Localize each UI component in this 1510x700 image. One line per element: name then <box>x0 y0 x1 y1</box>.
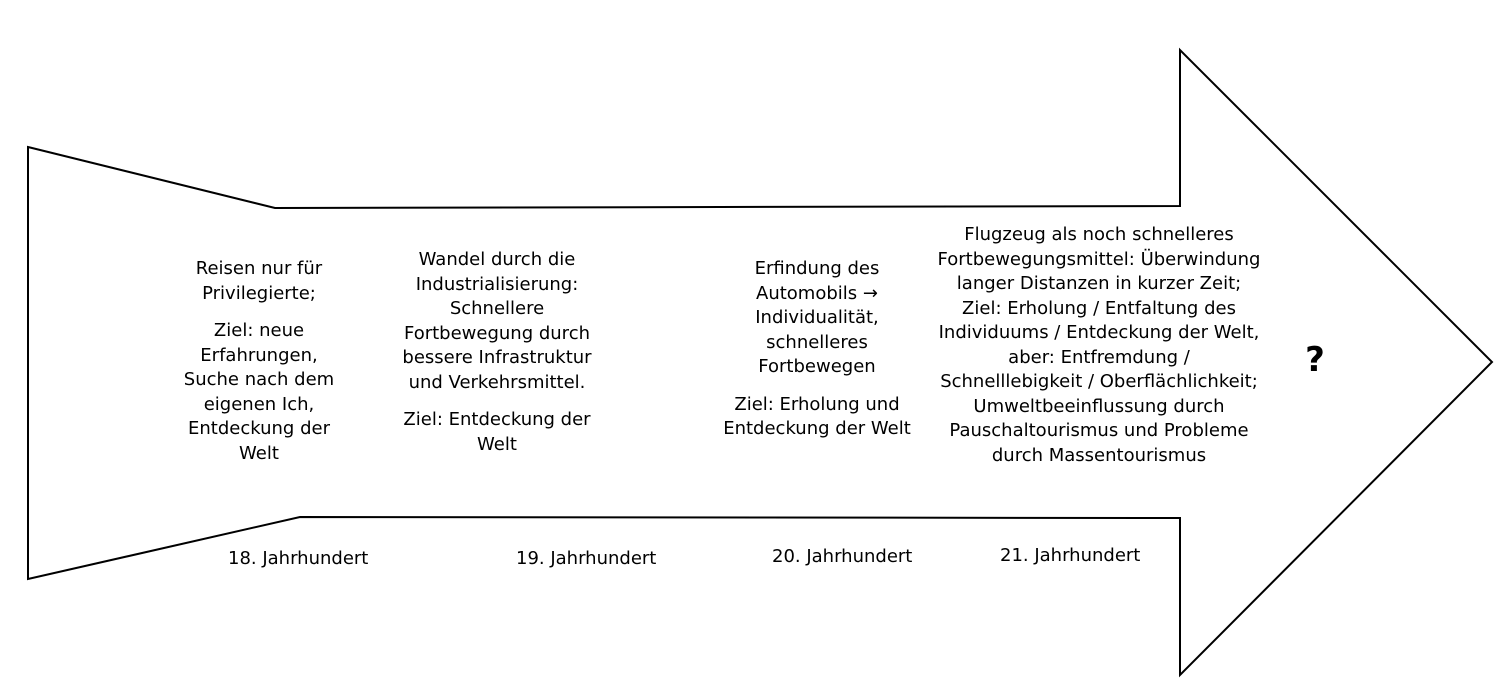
century-label-20: 20. Jahrhundert <box>772 546 913 567</box>
stage-20th-century-text <box>712 257 922 442</box>
stage-18th-century-text <box>170 257 348 466</box>
stage-18-paragraph-1: Reisen nur für Privilegierte; <box>195 258 323 304</box>
future-question-mark: ? <box>1305 340 1325 380</box>
century-label-18: 18. Jahrhundert <box>228 548 369 569</box>
stage-21-paragraph-1: Flugzeug als noch schnelleres Fortbewegungsmittel: Überwindung langer Distanzen in kurzer Zeit; Ziel: Erholung / Entfaltung des Individuums / Entdeckung der Welt, aber: Entfremdung / Schnelllebigkeit / Oberflächlichkeit; Umweltbeeinflussung durch Pauschaltourismus und Probleme durch Massentourismus <box>937 224 1261 466</box>
stage-19th-century-text <box>402 248 592 457</box>
stage-19-paragraph-1: Wandel durch die Industrialisierung: Schnellere Fortbewegung durch bessere Infrastruktur und Verkehrsmittel. <box>402 249 592 393</box>
stage-18-paragraph-2: Ziel: neue Erfahrungen, Suche nach dem eigenen Ich, Entdeckung der Welt <box>183 320 335 464</box>
stage-19-paragraph-2: Ziel: Entdeckung der Welt <box>403 409 591 455</box>
stage-21st-century-text <box>937 223 1261 468</box>
century-label-19: 19. Jahrhundert <box>516 548 657 569</box>
stage-20-paragraph-1: Erfindung des Automobils → Individualität, schnelleres Fortbewegen <box>754 258 880 377</box>
century-label-21: 21. Jahrhundert <box>1000 545 1141 566</box>
stage-20-paragraph-2: Ziel: Erholung und Entdeckung der Welt <box>723 393 911 439</box>
